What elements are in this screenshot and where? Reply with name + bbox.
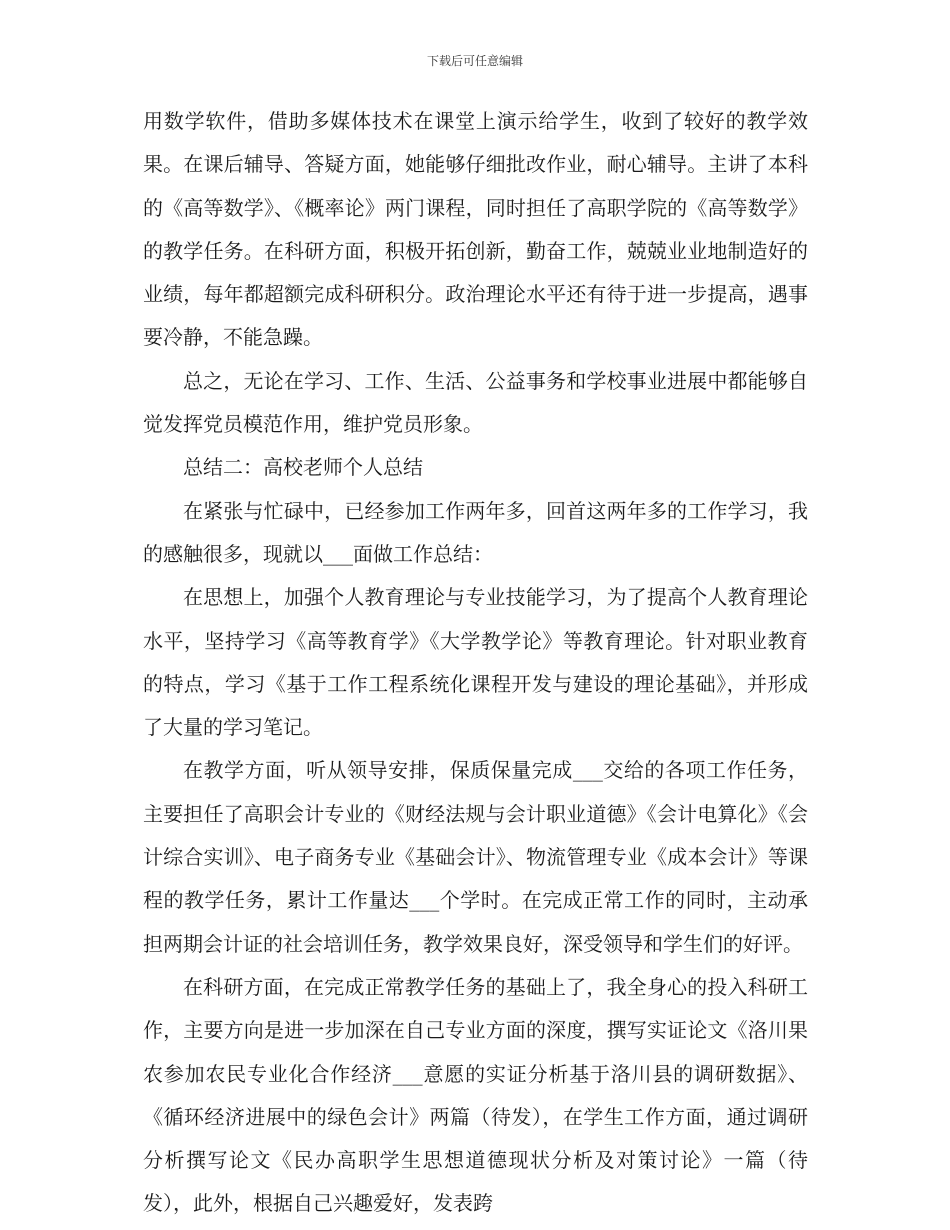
paragraph-1: 用数学软件，借助多媒体技术在课堂上演示给学生，收到了较好的教学效果。在课后辅导、答疑方面，她能够仔细批改作业，耐心辅导。主讲了本科的《高等数学》、《概率论》两门课程，同时担任了高职学院的《高等数学》的教学任务。在科研方面，积极开拓创新，勤奋工作，兢兢业业地制造好的业绩，每年都超额完成科研积分。政治理论水平还有待于进一步提高，遇事要冷静，不能急躁。 [143, 109, 808, 350]
paragraph-5: 在教学方面，听从领导安排，保质保量完成___交给的各项工作任务，主要担任了高职会计专业的《财经法规与会计职业道德》《会计电算化》《会计综合实训》、电子商务专业《基础会计》、物流管理专业《成本会计》等课程的教学任务，累计工作量达___个学时。在完成正常工作的同时，主动承担两期会计证的社会培训任务，教学效果良好，深受领导和学生们的好评。 [143, 758, 808, 956]
paragraph-2: 总之，无论在学习、工作、生活、公益事务和学校事业进展中都能够自觉发挥党员模范作用，维护党员形象。 [143, 368, 808, 437]
section-heading: 总结二：高校老师个人总结 [183, 455, 423, 480]
paragraph-3: 在紧张与忙碌中，已经参加工作两年多，回首这两年多的工作学习，我的感触很多，现就以___面做工作总结： [143, 498, 808, 566]
paragraph-4: 在思想上，加强个人教育理论与专业技能学习，为了提高个人教育理论水平，坚持学习《高等教育学》《大学教学论》等教育理论。针对职业教育的特点，学习《基于工作工程系统化课程开发与建设的理论基础》，并形成了大量的学习笔记。 [143, 585, 808, 740]
paragraph-6: 在科研方面，在完成正常教学任务的基础上了，我全身心的投入科研工作，主要方向是进一步加深在自己专业方面的深度，撰写实证论文《洛川果农参加农民专业化合作经济___意愿的实证分析基于洛川县的调研数据》、《循环经济进展中的绿色会计》两篇（待发），在学生工作方面，通过调研分析撰写论文《民办高职学生思想道德现状分析及对策讨论》一篇（待发），此外，根据自己兴趣爱好，发表跨 [143, 974, 808, 1216]
page-header: 下载后可任意编辑 [426, 54, 523, 68]
document-body [143, 100, 808, 1226]
